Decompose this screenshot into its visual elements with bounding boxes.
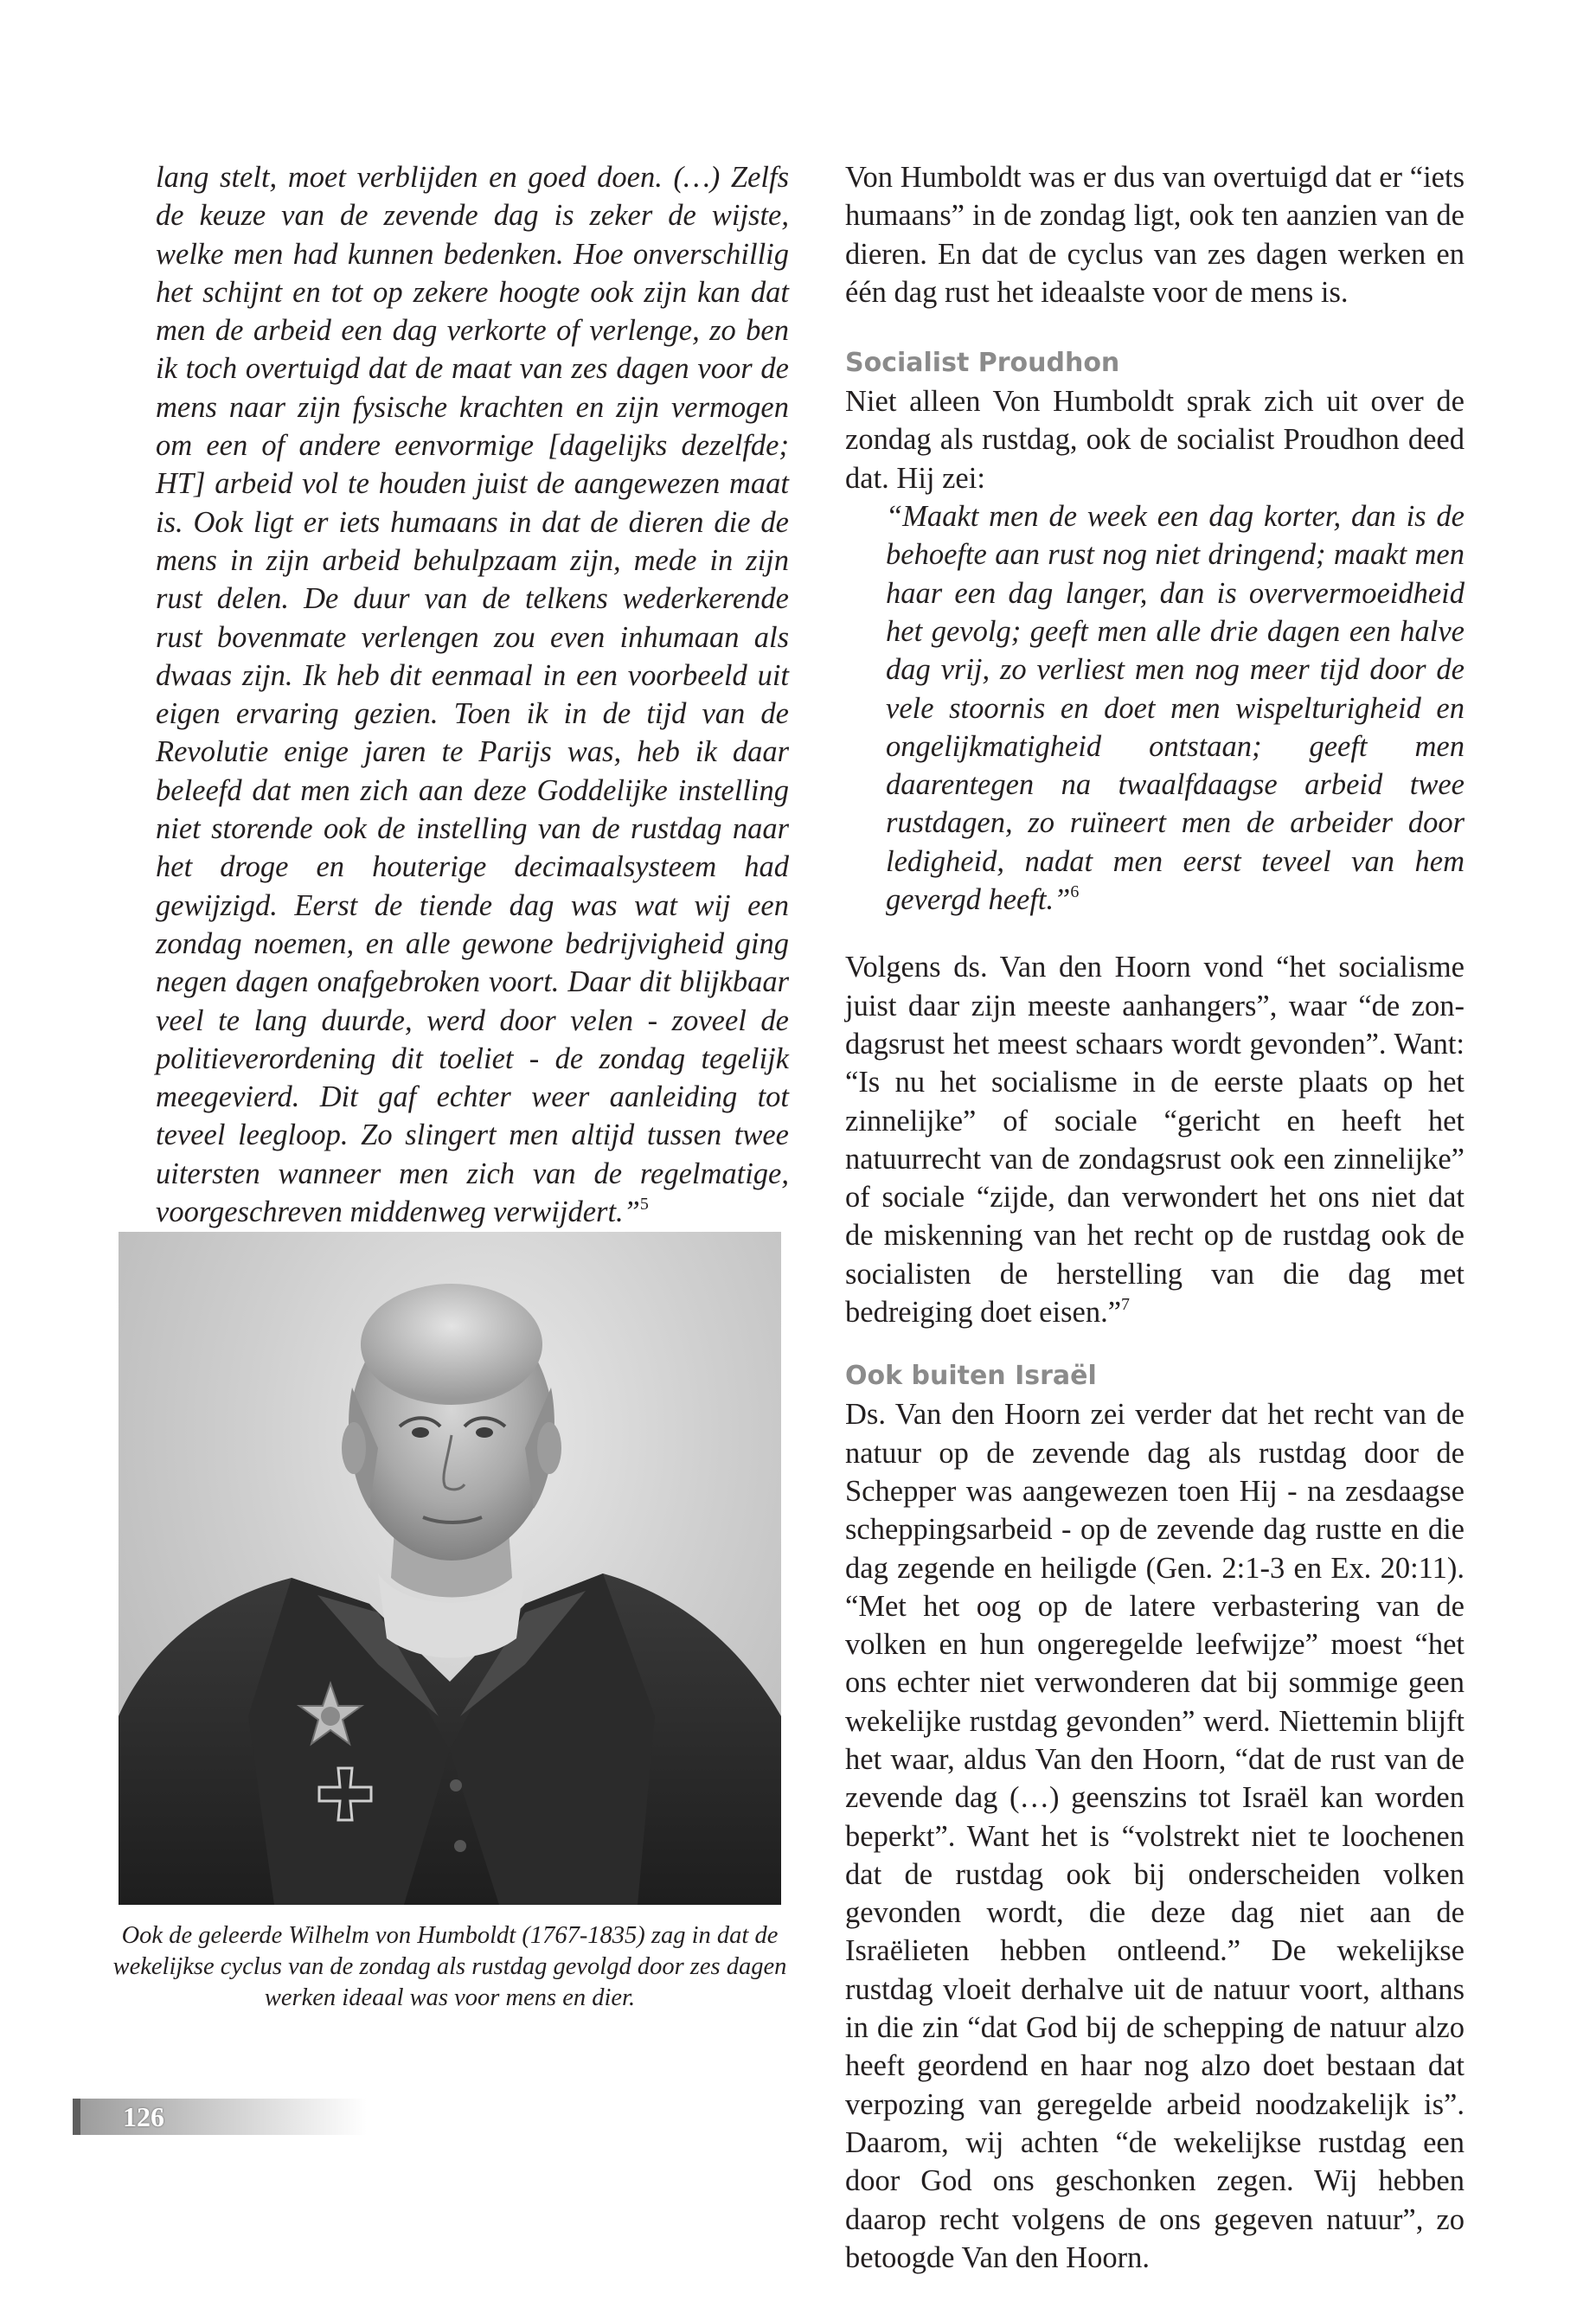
portrait-caption: Ook de geleerde Wilhelm von Humboldt (1767-1835) zag in dat de wekelijkse cyclus van de zondag als rustdag gevolgd door zes dagen werken ideaal was voor mens en dier. bbox=[112, 1922, 787, 2011]
left-column bbox=[156, 158, 789, 1231]
section-heading-israel: Ook buiten Israël bbox=[845, 1361, 1097, 1392]
intro-paragraph: Von Humboldt was er dus van overtuigd dat er “iets humaans” in de zondag ligt, ook ten aanzien van de dieren. En dat de cyclus van zes dagen werken en één dag rust het ideaalste voor de mens is. bbox=[845, 161, 1465, 309]
section-heading-proudhon: Socialist Proudhon bbox=[845, 348, 1120, 379]
footnote-marker-6[interactable]: 6 bbox=[1070, 882, 1080, 902]
footnote-marker-5[interactable]: 5 bbox=[639, 1195, 649, 1215]
page-number-bar bbox=[73, 2099, 367, 2135]
footnote-marker-7[interactable]: 7 bbox=[1121, 1295, 1131, 1315]
van-den-hoorn-paragraph bbox=[845, 948, 1465, 1331]
proudhon-quote bbox=[886, 497, 1465, 919]
proudhon-quote-text: “Maakt men de week een dag korter, dan is de behoefte aan rust nog niet dringend; maakt men haar een dag langer, dan is oververmoeidheid het gevolg; geeft men alle drie dagen een halve dag vrij, zo verliest men nog meer tijd door de vele stoornis en doet men wispelturigheid en ongelijkmatigheid ontstaan; geeft men daarentegen na twaalfdaagse arbeid twee rustdagen, zo ruïneert men de arbeider door ledigheid, nadat men eerst teveel van hem gevergd heeft.” bbox=[886, 500, 1465, 917]
humboldt-quote bbox=[156, 158, 789, 1231]
van-den-hoorn-paragraph-text: Volgens ds. Van den Hoorn vond “het socialisme juist daar zijn meeste aanhangers”, waar “de zondagsrust het meest schaars wordt gevonden”. Want: “Is nu het socialisme in de eerste plaats op het zinnelijke” of sociale “gericht en heeft het natuurrecht van de zondagsrust ook een zinnelijke” of sociale “zijde, dan verwondert het ons niet dat de miskenning van het recht op de rustdag ook de socialisten de herstelling van die dag met bedreiging doet eisen.” bbox=[845, 951, 1465, 1330]
page-number: 126 bbox=[123, 2101, 164, 2132]
israel-paragraph: Ds. Van den Hoorn zei verder dat het recht van de natuur op de zevende dag als rustdag door de Schepper was aangewezen toen Hij - na zesdaagse scheppingsarbeid - op de zevende dag rustte en die dag zegende en heiligde (Gen. 2:1-3 en Ex. 20:11). “Met het oog op de latere verbastering van de volken en hun ongeregelde leefwijze” moest “het ons echter niet verwonderen dat bij sommige geen wekelijke rustdag gevonden” werd. Niettemin blijft het waar, aldus Van den Hoorn, “dat de rust van de zevende dag (…) geenszins tot Israël kan worden beperkt”. Want het is “volstrekt niet te loochenen dat de rustdag ook bij onderscheiden volken gevonden wordt, die deze dag niet aan de Israëlieten hebben ontleend.” De wekelijkse rustdag vloeit derhalve uit de natuur voort, althans in die zin “dat God bij de schepping de natuur alzo heeft geordend en haar nog alzo doet bestaan dat verpozing van geregelde arbeid noodzakelijk is”. Daarom, wij achten “de wekelijkse rustdag een door God ons geschonken zegen. Wij hebben daarop recht volgens de ons gegeven natuur”, zo betoogde Van den Hoorn. bbox=[845, 1398, 1465, 2274]
page-bar-edge bbox=[73, 2099, 80, 2135]
proudhon-intro-paragraph: Niet alleen Von Humboldt sprak zich uit over de zondag als rustdag, ook de socialist Proudhon deed dat. Hij zei: bbox=[845, 385, 1465, 495]
humboldt-portrait-drawing bbox=[119, 1232, 781, 1905]
right-column bbox=[845, 158, 1465, 2277]
humboldt-quote-text: lang stelt, moet verblijden en goed doen. (…) Zelfs de keuze van de zevende dag is zeker de wijste, welke men had kunnen bedenken. Hoe onverschillig het schijnt en tot op zekere hoogte ook zijn kan dat men de arbeid een dag verkorte of verlenge, zo ben ik toch overtuigd dat de maat van zes dagen voor de mens naar zijn fysische krachten en zijn vermogen om een of andere eenvormige [dagelijks dezelfde; HT] arbeid vol te houden juist de aangewezen maat is. Ook ligt er iets humaans in dat de dieren die de mens in zijn arbeid behulpzaam zijn, mede in zijn rust delen. De duur van de telkens wederkerende rust bovenmate verlengen zou even inhumaan als dwaas zijn. Ik heb dit eenmaal in een voorbeeld uit eigen ervaring gezien. Toen ik in de tijd van de Revolutie enige jaren te Parijs was, heb ik daar beleefd dat men zich aan deze Goddelijke instelling niet storende ook de instelling van de rustdag naar het droge en houterige decimaalsysteem had gewijzigd. Eerst de tiende dag was wat wij een zondag noemen, en alle gewone bedrijvigheid ging negen dagen onafgebroken voort. Daar dit blijkbaar veel te lang duurde, werd door velen - zoveel de politieverordening dit toeliet - de zondag tegelijk meegevierd. Dit gaf echter weer aanleiding tot teveel leegloop. Zo slingert men altijd tussen twee uitersten wanneer men zich van de regelmatige, voorgeschreven middenweg verwijdert.” bbox=[156, 161, 789, 1229]
portrait-image bbox=[119, 1232, 781, 1905]
